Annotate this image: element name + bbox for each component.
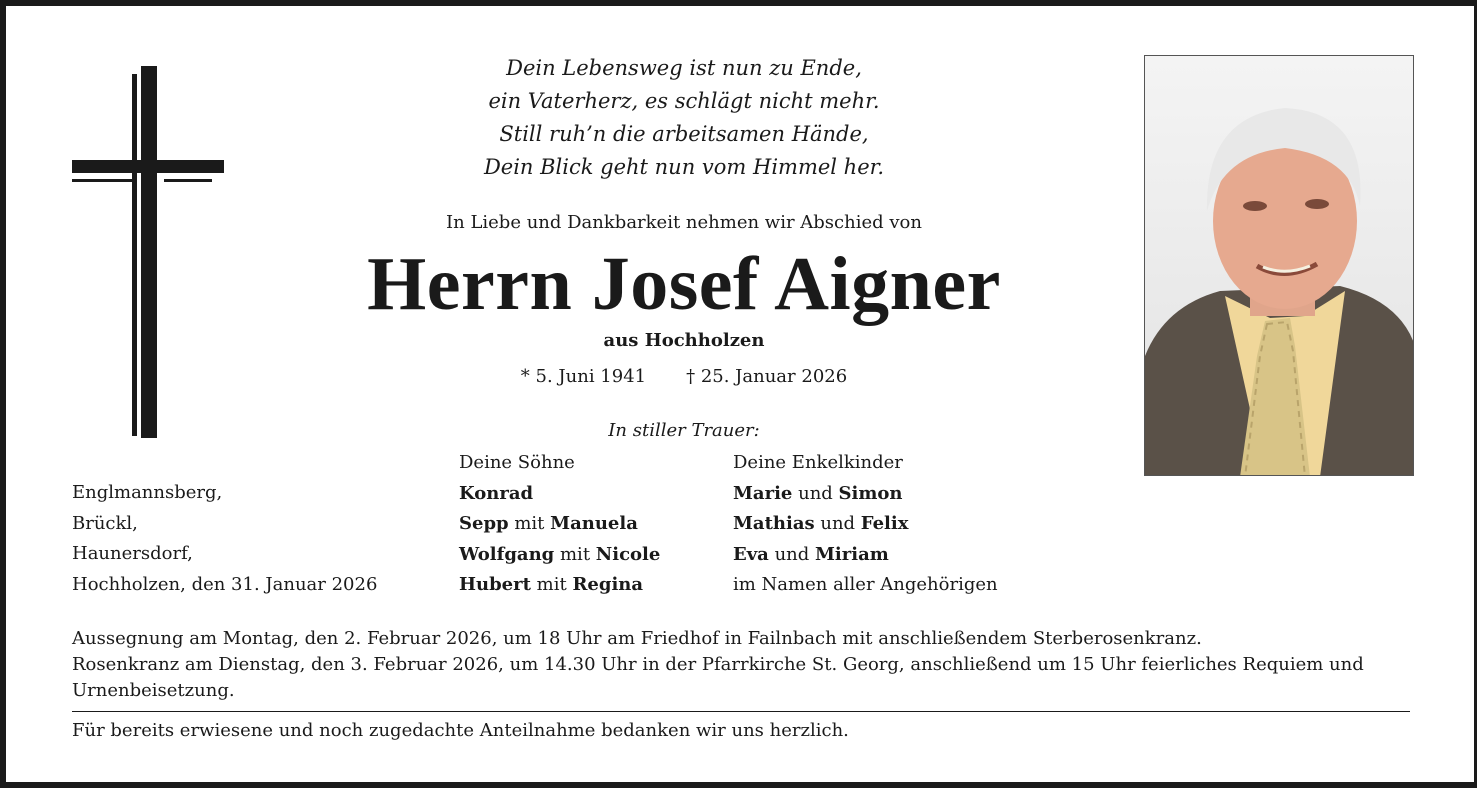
- deceased-name: Herrn Josef Aigner: [367, 242, 1001, 326]
- grandchild-row: [733, 479, 998, 510]
- joiner: mit: [554, 543, 596, 565]
- grandchild-name: Mathias: [733, 513, 815, 534]
- thanks-text: Für bereits erwiesene und noch zugedachte Anteilnahme bedanken wir uns herzlich.: [72, 720, 849, 741]
- service-line: Aussegnung am Montag, den 2. Februar 2026, um 18 Uhr am Friedhof in Failnbach mit anschließendem Sterberosenkranz.: [72, 628, 1202, 649]
- son-name: Wolfgang: [459, 543, 555, 565]
- place-item: Haunersdorf,: [72, 543, 193, 564]
- poem-line: ein Vaterherz, es schlägt nicht mehr.: [488, 89, 880, 113]
- poem-line: Still ruh’n die arbeitsamen Hände,: [499, 122, 869, 146]
- son-name: Konrad: [459, 482, 534, 504]
- grandchild-name: Simon: [838, 482, 903, 504]
- places-list: [72, 478, 377, 600]
- son-name: Hubert: [459, 574, 531, 595]
- death-date: † 25. Januar 2026: [686, 366, 848, 387]
- partner-name: Regina: [572, 574, 644, 595]
- joiner: mit: [508, 513, 551, 534]
- sons-list: [459, 448, 660, 601]
- son-row: [459, 509, 660, 540]
- grandchild-name: Eva: [733, 543, 769, 565]
- son-name: Sepp: [459, 513, 509, 534]
- mourning-label: In stiller Trauer:: [608, 420, 760, 441]
- grandchild-row: [733, 540, 998, 571]
- poem: [384, 52, 984, 184]
- joiner: und: [814, 513, 861, 534]
- son-row: [459, 570, 660, 601]
- joiner: mit: [530, 574, 573, 595]
- grandchild-row: [733, 509, 998, 540]
- life-dates: [384, 366, 984, 387]
- service-info: [72, 626, 1417, 704]
- cross-icon: [72, 66, 224, 438]
- grandchildren-list: [733, 448, 998, 601]
- grandchild-name: Marie: [733, 482, 793, 504]
- grandchildren-heading: Deine Enkelkinder: [733, 452, 903, 473]
- intro-text: In Liebe und Dankbarkeit nehmen wir Abschied von: [446, 212, 922, 233]
- partner-name: Manuela: [550, 513, 638, 534]
- grandchildren-closing: im Namen aller Angehörigen: [733, 574, 998, 595]
- poem-line: Dein Lebensweg ist nun zu Ende,: [506, 56, 862, 80]
- place-item: Hochholzen, den 31. Januar 2026: [72, 573, 378, 595]
- birth-date: * 5. Juni 1941: [520, 366, 647, 387]
- grandchild-name: Miriam: [815, 543, 889, 565]
- joiner: und: [792, 482, 839, 504]
- son-row: [459, 479, 660, 510]
- place-item: Englmannsberg,: [72, 482, 223, 503]
- divider: [72, 711, 1410, 712]
- sons-heading: Deine Söhne: [459, 452, 575, 473]
- portrait-illustration: [1145, 56, 1414, 476]
- portrait-photo: [1144, 55, 1414, 476]
- joiner: und: [768, 543, 815, 565]
- deceased-origin: aus Hochholzen: [603, 330, 765, 351]
- son-row: [459, 540, 660, 571]
- place-item: Brückl,: [72, 512, 138, 534]
- partner-name: Nicole: [595, 543, 661, 565]
- service-line: Rosenkranz am Dienstag, den 3. Februar 2026, um 14.30 Uhr in der Pfarrkirche St. Georg, anschließend um 15 Uhr feierliches Requiem und Urnenbeisetzung.: [72, 654, 1364, 701]
- grandchild-name: Felix: [860, 513, 909, 534]
- poem-line: Dein Blick geht nun vom Himmel her.: [483, 155, 885, 179]
